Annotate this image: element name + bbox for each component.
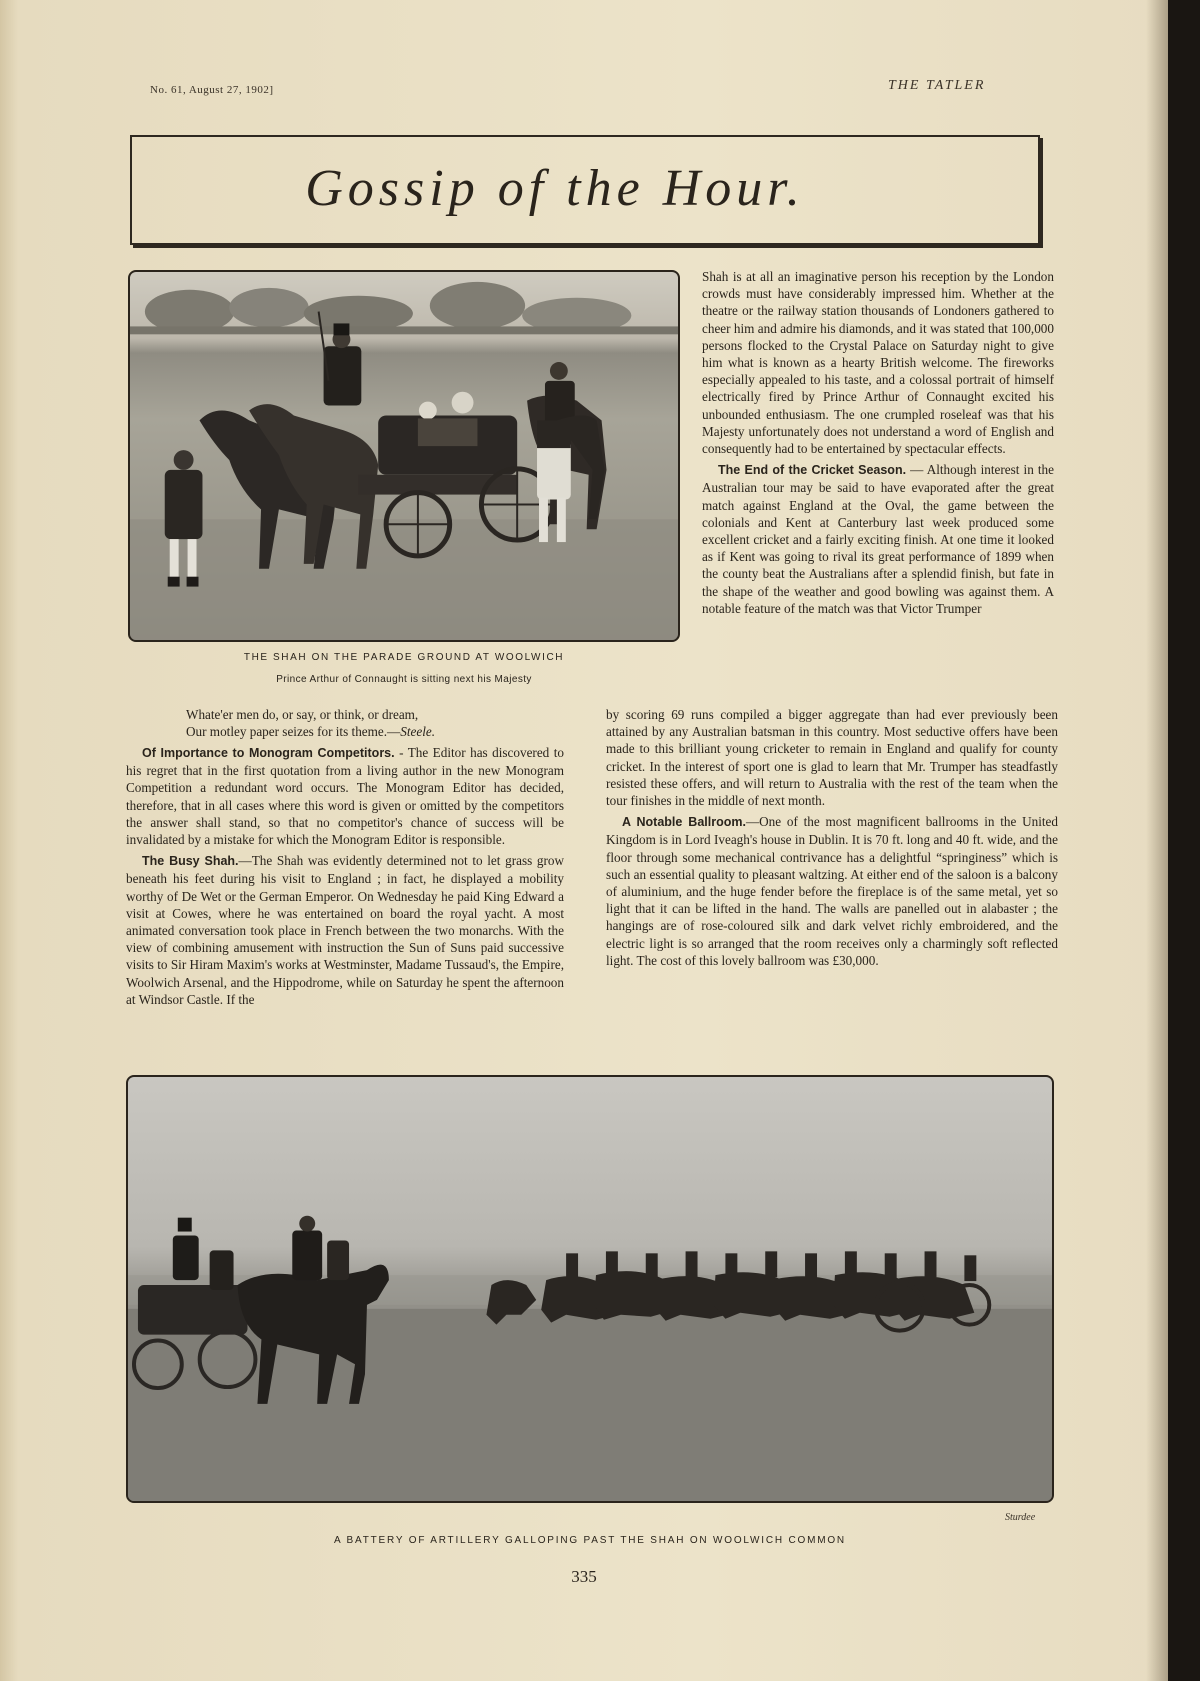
issue-header: No. 61, August 27, 1902] — [150, 84, 274, 96]
verse-author: Steele. — [400, 724, 436, 739]
page-number: 335 — [571, 1567, 597, 1586]
ballroom-paragraph — [606, 813, 1058, 969]
photo-artillery-battery — [126, 1075, 1054, 1503]
title-box — [130, 135, 1040, 245]
shah-paragraph — [126, 852, 564, 1008]
verse-line-2-text: Our motley paper seizes for its theme.— — [186, 724, 401, 739]
photo1-subcaption: Prince Arthur of Connaught is sitting next his Majesty — [276, 674, 532, 685]
monogram-paragraph — [126, 744, 564, 848]
photo2-caption: A BATTERY OF ARTILLERY GALLOPING PAST THE SHAH ON WOOLWICH COMMON — [334, 1535, 846, 1546]
carriage-scene-illustration — [130, 272, 678, 640]
cricket-paragraph — [702, 461, 1054, 617]
shah-heading: The Busy Shah. — [142, 854, 239, 869]
magazine-name: THE TATLER — [888, 78, 986, 93]
shah-continued-text: Shah is at all an imaginative person his reception by the London crowds must have considerably impressed him. Whether at the theatre or the railway station thousands of Londoners gathered to cheer him and admire his diamonds, and it was stated that 100,000 persons flocked to the Crystal Palace on Saturday night to give him what is known as a hearty British welcome. The fireworks especially appealed to his taste, and a colossal portrait of himself electrically fired by Prince Arthur of Connaught excited his unbounded enthusiasm. The one crumpled roseleaf was that his Majesty unfortunately does not understand a word of English and consequently had to be entertained by spectacular effects. — [702, 269, 1054, 457]
verse-line-2 — [186, 723, 435, 740]
ballroom-text: —One of the most magnificent ballrooms in the United Kingdom is in Lord Iveagh's house in Dublin. It is 70 ft. long and 40 ft. wide, and the floor through some mechanical contrivance has a delightful “springiness” which is such an essential quality to pleasant waltzing. At either end of the saloon is a balcony of aluminium, and the huge fender before the fireplace is of the same metal, yet so light that it can be lifted in the hand. The walls are panelled out in alabaster ; the hangings are of rose-coloured silk and dark velvet richly embroidered, and the electric light is so arranged that the room receives only a charmingly soft reflected light. The cost of this lovely ballroom was £30,000. — [606, 814, 1059, 968]
epigraph-verse — [186, 706, 435, 740]
left-column — [126, 744, 564, 1012]
page-title: Gossip of the Hour. — [305, 160, 805, 217]
right-column-lower — [606, 706, 1058, 973]
photo2-credit: Sturdee — [1005, 1512, 1036, 1523]
photo1-caption: THE SHAH ON THE PARADE GROUND AT WOOLWICH — [243, 652, 565, 663]
cricket-text: — Although interest in the Australian tour may be said to have evaporated after the great match against England at the Oval, the game between the colonials and Kent at Canterbury last week produced some excellent cricket and a fairly exciting finish. At one time it looked as if Kent was going to rival its great performance of 1899 when the county beat the Australians after a splendid finish, but fate in the shape of the weather and good bowling was against them. A notable feature of the match was that Victor Trumper — [702, 462, 1054, 616]
artillery-scene-illustration — [128, 1077, 1052, 1501]
shah-article-continued — [702, 268, 1054, 621]
photo-shah-parade-ground — [128, 270, 680, 642]
monogram-text: - The Editor has discovered to his regret that in the first quotation from a living author in the new Monogram Competition a redundant word occurs. The Monogram Editor has decided, therefore, that in all cases where this word is given or omitted by the competitors the answer shall stand, so that no competitor's chance of success will be invalidated by a mistake for which the Monogram Editor is responsible. — [126, 745, 564, 848]
shah-text: —The Shah was evidently determined not to let grass grow beneath his feet during his visit to England ; in fact, he displayed a mobility worthy of De Wet or the German Emperor. On Wednesday he paid King Edward a visit at Cowes, where he was entertained on board the royal yacht. A most animated conversation took place in French between the two monarchs. With the view of combining amusement with instruction the Sun of Suns paid successive visits to Sir Hiram Maxim's works at Westminster, Madame Tussaud's, the Empire, Woolwich Arsenal, and the Hippodrome, while on Saturday he spent the afternoon at Windsor Castle. If the — [126, 853, 564, 1007]
ballroom-heading: A Notable Ballroom. — [622, 815, 746, 830]
cricket-heading: The End of the Cricket Season. — [718, 463, 907, 478]
monogram-heading: Of Importance to Monogram Competitors. — [142, 746, 395, 760]
verse-line-1: Whate'er men do, or say, or think, or dream, — [186, 707, 419, 722]
cricket-continued-text: by scoring 69 runs compiled a bigger aggregate than had ever previously been attained by any Australian batsman in this country. Most seductive offers have been made to this brilliant young cricketer to remain in England and qualify for county cricket. In the interest of sport one is glad to learn that Mr. Trumper has steadfastly resisted these offers, and will return to Australia with the rest of the team when the tour finishes in the middle of next month. — [606, 707, 1058, 809]
